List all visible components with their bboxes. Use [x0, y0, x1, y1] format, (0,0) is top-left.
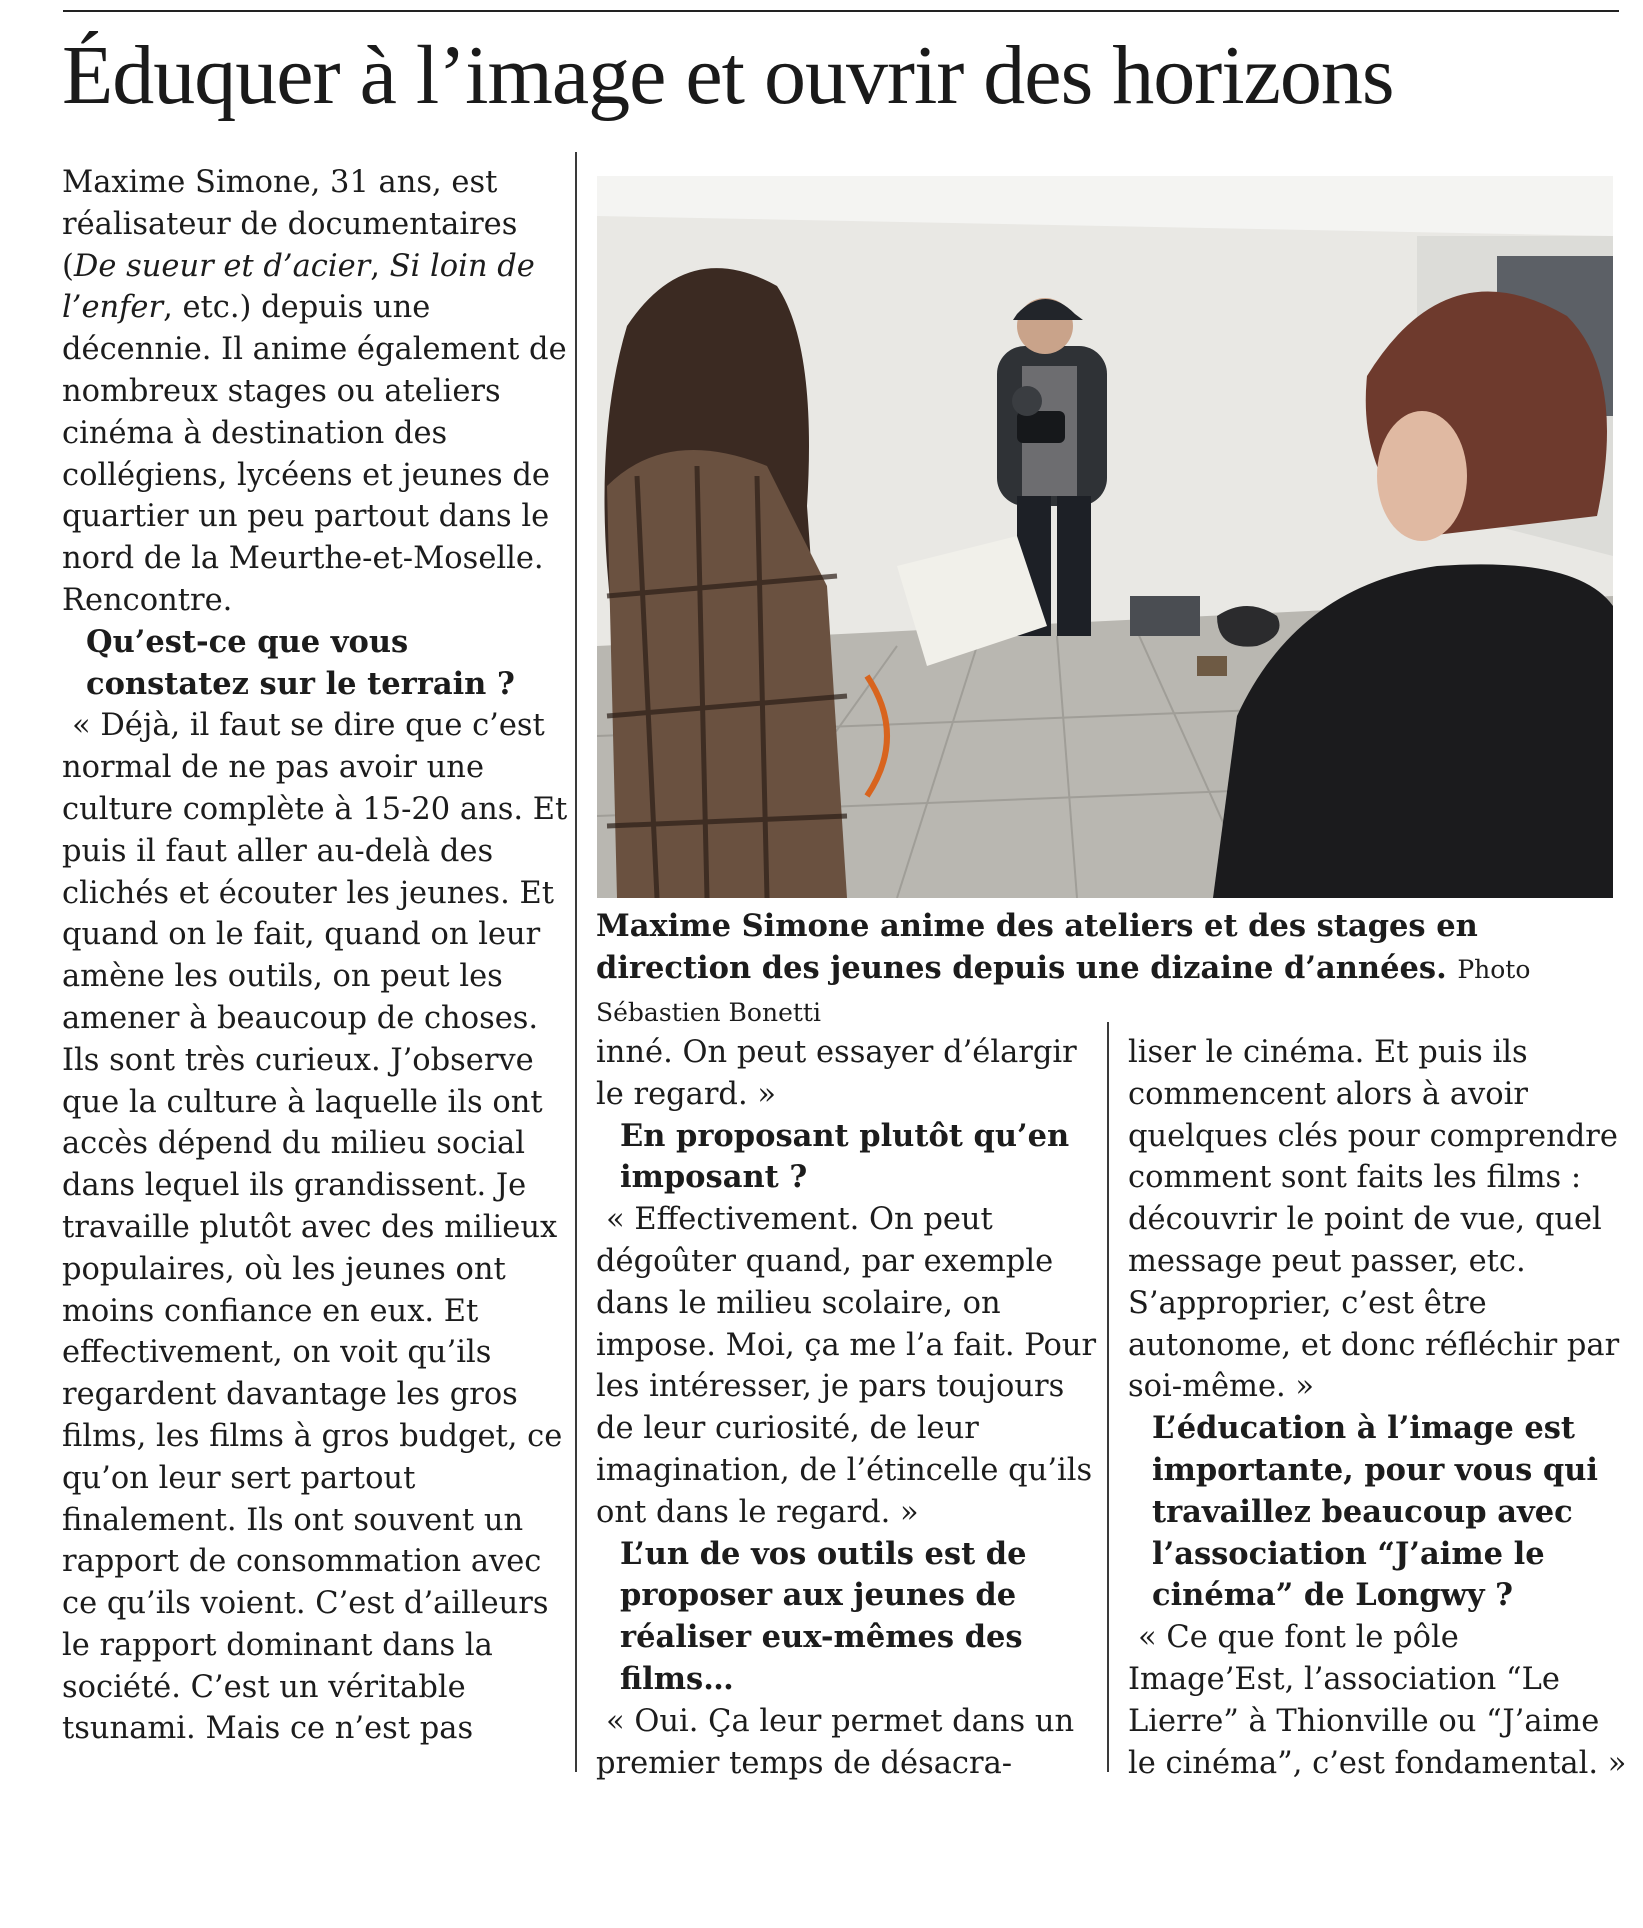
intro-paragraph: Maxime Simone, 31 ans, est réalisateur de documentaires (De sueur et d’acier, Si loin de l’enfer, etc.) depuis une décennie. Il anime également de nombreux stages ou ateliers cinéma à destination des collégiens, lycéens et jeunes de quartier un peu partout dans le nord de la Meurthe-et-Moselle. Rencontre. [62, 165, 567, 618]
question-1: Qu’est-ce que vous constatez sur le terrain ? [86, 623, 515, 702]
answer-3: « Oui. Ça leur permet dans un premier temps de désacra- [596, 1703, 1075, 1781]
answer-2: « Effectivement. On peut dégoûter quand, par exemple dans le milieu scolaire, on impose. Moi, ça me l’a fait. Pour les intéresser, je pars toujours de leur curiosité, de leur imagination, de l’étincelle qu’ils ont dans le regard. » [596, 1202, 1097, 1530]
answer-4: « Ce que font le pôle Image’Est, l’association “Le Lierre” à Thionville ou “J’aime le cinéma”, c’est fondamental. » [1128, 1620, 1627, 1781]
top-rule [63, 10, 1619, 12]
answer-3-continued: liser le cinéma. Et puis ils commencent alors à avoir quelques clés pour comprendre comment sont faits les films : découvrir le point de vue, quel message peut passer, etc. S’approprier, c’est être autonome, et donc réfléchir par soi-même. » [1128, 1035, 1620, 1405]
photo-credit: Photo Sébastien Bonetti [596, 954, 1531, 1027]
article-column-2 [596, 1032, 1106, 1784]
film-title: Si loin de l’enfer [62, 248, 535, 326]
headline: Éduquer à l’image et ouvrir des horizons [62, 29, 1394, 122]
article-photo [597, 176, 1613, 898]
answer-1-continued: inné. On peut essayer d’élargir le regard. » [596, 1035, 1077, 1112]
question-2: En proposant plutôt qu’en imposant ? [620, 1117, 1070, 1196]
photo-caption: Maxime Simone anime des ateliers et des stages en direction des jeunes depuis une dizaine d’années. Photo Sébastien Bonetti [596, 908, 1531, 1027]
column-rule [1107, 1022, 1109, 1772]
question-3: L’un de vos outils est de proposer aux jeunes de réaliser eux-mêmes des films… [620, 1535, 1027, 1697]
question-4: L’éducation à l’image est importante, pour vous qui travaillez beaucoup avec l’association “J’aime le cinéma” de Longwy ? [1152, 1410, 1599, 1614]
film-title: De sueur et d’acier [73, 248, 371, 284]
article-column-3 [1128, 1032, 1628, 1784]
photo-illustration [597, 176, 1613, 898]
answer-1: « Déjà, il faut se dire que c’est normal de ne pas avoir une culture complète à 15-20 ans. Et puis il faut aller au-delà des clichés et écouter les jeunes. Et quand on le fait, quand on leur amène les outils, on peut les amener à beaucoup de choses. Ils sont très curieux. J’observe que la culture à laquelle ils ont accès dépend du milieu social dans lequel ils grandissent. Je travaille plutôt avec des milieux populaires, où les jeunes ont moins confiance en eux. Et effectivement, on voit qu’ils regardent davantage les gros films, les films à gros budget, ce qu’on leur sert partout finalement. Ils ont souvent un rapport de consommation avec ce qu’ils voient. C’est d’ailleurs le rapport dominant dans la société. C’est un véritable tsunami. Mais ce n’est pas [62, 708, 568, 1747]
column-rule [575, 152, 577, 1772]
article-column-1 [62, 162, 572, 1750]
